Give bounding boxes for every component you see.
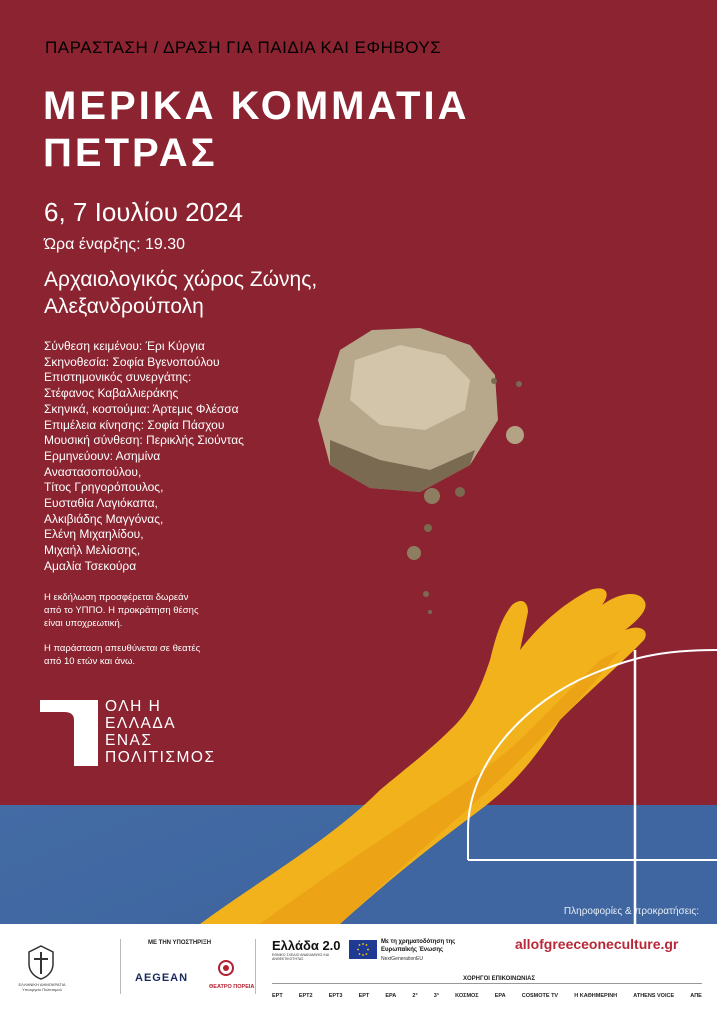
note-line: Η παράσταση απευθύνεται σε θεατές xyxy=(44,643,201,654)
sponsor-logo: 2° xyxy=(412,993,418,999)
venue-line-2: Αλεξανδρούπολη xyxy=(44,295,204,318)
sponsor-footer xyxy=(0,924,717,1024)
title-line-2: ΠΕΤΡΑΣ xyxy=(43,131,218,175)
greece20-logo: Ελλάδα 2.0 xyxy=(272,938,341,953)
sponsor-logo: ΕΡΤ3 xyxy=(328,993,343,999)
divider xyxy=(272,983,702,984)
sponsor-logo: ΕΡΤ xyxy=(358,993,370,999)
theatre-logo-icon xyxy=(218,960,234,976)
rock-illustration xyxy=(318,328,524,614)
credit-line: Επιστημονικός συνεργάτης: xyxy=(44,370,192,385)
sponsor-logo: 3° xyxy=(433,993,440,999)
divider xyxy=(255,939,256,994)
culture-logo-mark xyxy=(40,700,98,766)
credit-line: Επιμέλεια κίνησης: Σοφία Πάσχου xyxy=(44,417,225,432)
venue-line-1: Αρχαιολογικός χώρος Ζώνης, xyxy=(44,268,318,291)
divider xyxy=(120,939,121,994)
event-title xyxy=(43,83,643,177)
credit-line: Αναστασοπούλου, xyxy=(44,464,142,479)
note-line: από το ΥΠΠΟ. Η προκράτηση θέσης xyxy=(44,605,199,616)
credit-line: Ελένη Μιχαηλίδου, xyxy=(44,527,144,542)
note-line: είναι υποχρεωτική. xyxy=(44,618,123,629)
event-category: ΠΑΡΑΣΤΑΣΗ / ΔΡΑΣΗ ΓΙΑ ΠΑΙΔΙΑ ΚΑΙ ΕΦΗΒΟΥΣ xyxy=(45,38,442,57)
credit-line: Σκηνικά, κοστούμια: Άρτεμις Φλέσσα xyxy=(44,401,239,416)
credit-line: Σκηνοθεσία: Σοφία Βγενοπούλου xyxy=(44,354,220,369)
sponsor-logo: ATHENS VOICE xyxy=(633,993,675,999)
greek-state-emblem xyxy=(25,944,57,980)
eu-flag-icon xyxy=(349,940,377,959)
credit-line: Τίτος Γρηγορόπουλος, xyxy=(44,480,164,495)
sponsor-logo: ΑΠΕ xyxy=(690,993,702,999)
event-venue xyxy=(44,266,414,320)
sponsor-logo: Η ΚΑΘΗΜΕΡΙΝΗ xyxy=(574,993,618,999)
note-line: Η εκδήλωση προσφέρεται δωρεάν xyxy=(44,592,189,603)
sponsor-logo: ΕΡΑ xyxy=(385,993,397,999)
credit-line: Μιχαήλ Μελίσσης, xyxy=(44,543,141,558)
event-date: 6, 7 Ιουλίου 2024 xyxy=(44,197,244,227)
event-time: Ώρα έναρξης: 19.30 xyxy=(44,236,186,253)
eu-funding-text: Με τη χρηματοδότηση της Ευρωπαϊκής Ένωσης xyxy=(381,939,456,953)
note-line: από 10 ετών και άνω. xyxy=(44,656,136,667)
hand-illustration xyxy=(200,588,646,924)
brand-line: ΕΛΛΑΔΑ xyxy=(105,715,177,732)
credit-line: Αμαλία Τσεκούρα xyxy=(44,558,137,573)
credits-list xyxy=(44,339,284,575)
next-generation-eu: NextGenerationEU xyxy=(381,956,423,962)
greece20-subtitle: ΕΘΝΙΚΟ ΣΧΕΔΙΟ ΑΝΑΚΑΜΨΗΣ ΚΑΙ ΑΝΘΕΚΤΙΚΟΤΗΤΑΣ xyxy=(272,953,330,961)
support-label: ΜΕ ΤΗΝ ΥΠΟΣΤΗΡΙΞΗ xyxy=(148,940,212,946)
brand-line: ΠΟΛΙΤΙΣΜΟΣ xyxy=(105,749,216,766)
credit-line: Αλκιβιάδης Μαγγόνας, xyxy=(44,511,164,526)
theatre-logo: ΘΕΑΤΡΟ ΠΟΡΕΙΑ xyxy=(209,984,255,990)
credit-line: Σύνθεση κειμένου: Έρι Κύργια xyxy=(44,339,205,353)
sponsor-logo: ΕΡΤ2 xyxy=(298,993,313,999)
credit-line: Ερμηνεύουν: Ασημίνα xyxy=(44,448,161,463)
sponsor-logo: ΕΡΑ xyxy=(494,993,506,999)
sponsor-logo: ΕΡΤ xyxy=(272,993,283,999)
media-sponsors-label: ΧΟΡΗΓΟΙ ΕΠΙΚΟΙΝΩΝΙΑΣ xyxy=(463,976,536,982)
emblem-caption: ΕΛΛΗΝΙΚΗ ΔΗΜΟΚΡΑΤΙΑ Υπουργείο Πολιτισμού xyxy=(18,982,66,992)
sponsor-logo: ΚΟΣΜΟΣ xyxy=(455,993,479,999)
title-line-1: ΜΕΡΙΚΑ ΚΟΜΜΑΤΙΑ xyxy=(43,84,470,128)
media-sponsors-row xyxy=(272,988,702,1004)
age-note xyxy=(44,642,254,668)
credit-line: Στέφανος Καβαλλιεράκης xyxy=(44,386,179,401)
credit-line: Ευσταθία Λαγιόκαπα, xyxy=(44,496,158,511)
aegean-logo: AEGEAN xyxy=(135,972,189,984)
info-label: Πληροφορίες & προκρατήσεις: xyxy=(563,906,699,917)
brand-wordmark xyxy=(105,698,216,766)
website-link[interactable]: allofgreeceoneculture.gr xyxy=(515,936,679,952)
free-entry-note xyxy=(44,591,254,630)
credit-line: Μουσική σύνθεση: Περικλής Σιούντας xyxy=(44,433,244,448)
brand-line: ΟΛΗ Η xyxy=(105,698,162,715)
brand-line: ΕΝΑΣ xyxy=(105,732,153,749)
sponsor-logo: COSMOTE TV xyxy=(521,993,559,999)
